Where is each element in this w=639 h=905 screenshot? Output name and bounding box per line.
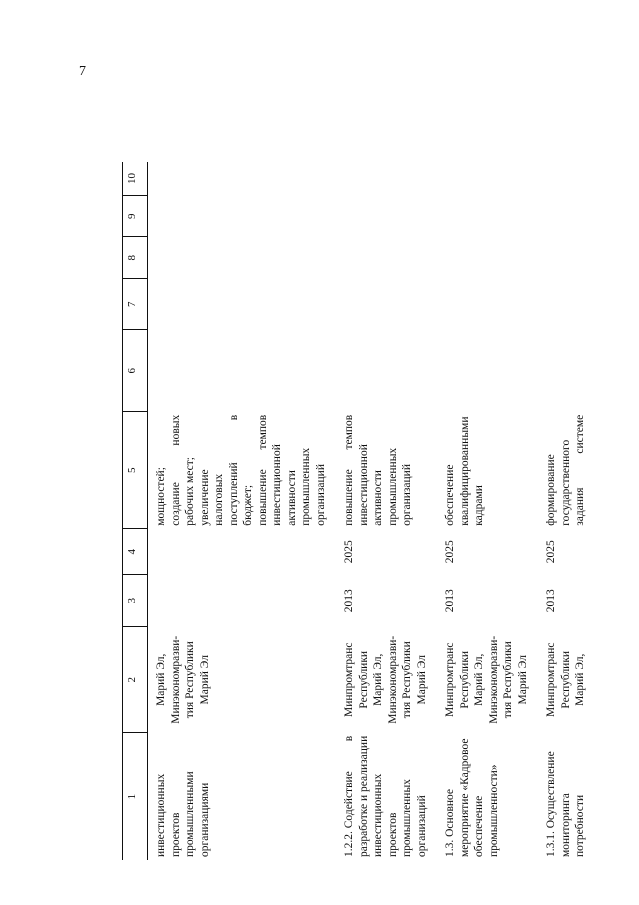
cell-line: Минпромтранс [444, 642, 456, 718]
end-year-cell: 2025 [444, 540, 456, 564]
cell-line: Минпромтранс [545, 642, 557, 718]
cell-line: рабочих мест; [184, 457, 196, 526]
cell-line: инвестиционных [155, 773, 167, 857]
cell-line: обеспечение [473, 795, 485, 857]
cell-line: Минэкономразви- [386, 635, 399, 724]
executor-cell [437, 627, 538, 733]
cell-line: 1.2.2. Содействие в [343, 735, 355, 857]
empty-cell [336, 196, 437, 237]
activity-cell [538, 733, 596, 860]
cell-line: активности [372, 470, 384, 526]
col-header-3: 3 [123, 575, 148, 627]
cell-line: поступлений в [227, 414, 240, 526]
result-cell [336, 412, 437, 529]
cell-line: Марий Эл, [372, 653, 384, 706]
empty-cell [336, 162, 437, 196]
table-row [437, 162, 538, 860]
cell-line: активности [285, 470, 298, 526]
cell-line: промышленных [401, 779, 413, 857]
col-header-9: 9 [123, 196, 148, 237]
col-header-2: 2 [123, 627, 148, 733]
cell-line: организаций [401, 464, 413, 526]
end-year-cell [148, 529, 337, 575]
start-year-cell [148, 575, 337, 627]
cell-line: промышленных [386, 447, 399, 526]
empty-cell [437, 237, 538, 279]
cell-line: формирование [545, 454, 557, 526]
cell-line: Марий Эл [516, 655, 529, 705]
cell-line: Республики [559, 650, 572, 709]
empty-cell [538, 279, 596, 330]
empty-cell [538, 237, 596, 279]
cell-line: Марий Эл, [574, 653, 586, 706]
col-header-4: 4 [123, 529, 148, 575]
empty-cell [437, 162, 538, 196]
cell-line: Марий Эл, [473, 653, 485, 706]
empty-cell [437, 330, 538, 412]
executor-cell [148, 627, 337, 733]
empty-cell [437, 196, 538, 237]
cell-line: промышленными [184, 771, 196, 857]
col-header-6: 6 [123, 330, 148, 412]
col-header-7: 7 [123, 279, 148, 330]
cell-line: организаций [314, 464, 327, 526]
result-cell [148, 412, 337, 529]
empty-cell [538, 330, 596, 412]
cell-line: повышение темпов [256, 414, 269, 526]
table-row [538, 162, 596, 860]
cell-line: Минпромтранс [343, 642, 355, 718]
cell-line: кадрами [473, 485, 485, 526]
cell-line: инвестиционной [271, 444, 283, 526]
result-cell [538, 412, 596, 529]
cell-line: мощностей; [155, 467, 167, 526]
executor-cell [538, 627, 596, 733]
empty-cell [148, 162, 337, 196]
empty-cell [148, 196, 337, 237]
col-header-8: 8 [123, 237, 148, 279]
cell-line: тия Республики [502, 641, 514, 719]
activity-cell [437, 733, 538, 860]
cell-line: инвестиционной [357, 444, 370, 526]
cell-line: бюджет; [242, 484, 254, 526]
empty-cell [336, 330, 437, 412]
cell-line: организациями [198, 782, 211, 857]
cell-line: квалифицированными [458, 416, 471, 526]
cell-line: Минэкономразви- [487, 635, 500, 724]
cell-line: 1.3. Основное [444, 788, 456, 857]
cell-line: 1.3.1. Осуществление [545, 751, 557, 857]
result-cell [437, 412, 538, 529]
empty-cell [336, 237, 437, 279]
cell-line: промышленности» [487, 764, 500, 857]
cell-line: организаций [415, 795, 428, 857]
cell-line: потребности [574, 794, 586, 857]
empty-cell [148, 330, 337, 412]
cell-line: Республики [357, 650, 370, 709]
cell-line: промышленных [300, 447, 312, 526]
col-header-5: 5 [123, 412, 148, 529]
cell-line: налоговых [213, 473, 225, 526]
start-year-cell: 2013 [343, 589, 355, 613]
col-header-10: 10 [123, 162, 148, 196]
empty-cell [148, 237, 337, 279]
cell-line: увеличение [198, 469, 211, 526]
cell-line: тия Республики [401, 641, 413, 719]
cell-line: мониторинга [559, 793, 572, 857]
header-row [123, 162, 148, 860]
cell-line: Марий Эл [415, 655, 428, 705]
cell-line: Марий Эл [198, 655, 211, 705]
empty-cell [538, 162, 596, 196]
page-number: 7 [79, 64, 86, 79]
cell-line: проектов [169, 812, 182, 857]
activity-cell [336, 733, 437, 860]
empty-cell [148, 279, 337, 330]
end-year-cell: 2025 [545, 540, 557, 564]
cell-line: создание новых [169, 414, 182, 526]
cell-line: разработке и реализации [357, 735, 370, 857]
cell-line: Республики [458, 650, 471, 709]
program-table [122, 162, 596, 860]
start-year-cell: 2013 [545, 589, 557, 613]
end-year-cell: 2025 [343, 540, 355, 564]
empty-cell [437, 279, 538, 330]
cell-line: мероприятие «Кадровое [458, 738, 471, 857]
cell-line: повышение темпов [343, 414, 355, 526]
cell-line: инвестиционных [372, 773, 384, 857]
activity-cell [148, 733, 337, 860]
cell-line: проектов [386, 812, 399, 857]
cell-line: государственного [559, 439, 572, 526]
table-row [148, 162, 337, 860]
table-row [336, 162, 437, 860]
empty-cell [538, 196, 596, 237]
cell-line: Марий Эл, [155, 653, 167, 706]
executor-cell [336, 627, 437, 733]
cell-line: обеспечение [444, 464, 456, 526]
empty-cell [336, 279, 437, 330]
col-header-1: 1 [123, 733, 148, 860]
cell-line: задания системе [574, 414, 586, 526]
start-year-cell: 2013 [444, 589, 456, 613]
cell-line: тия Республики [184, 641, 196, 719]
cell-line: Минэкономразви- [169, 635, 182, 724]
